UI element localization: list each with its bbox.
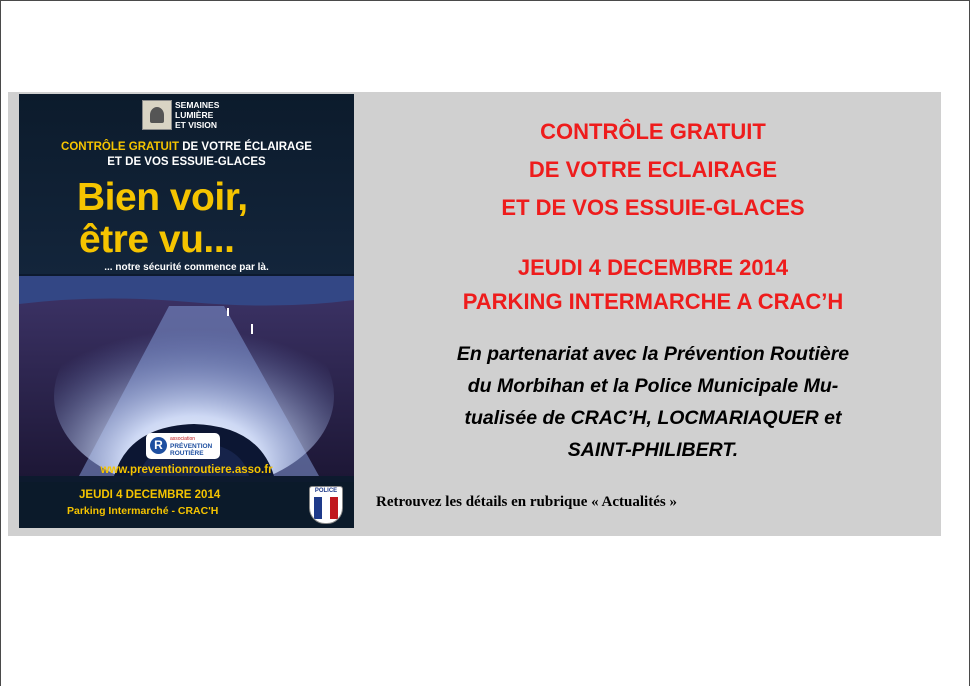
heading-line-3: ET DE VOS ESSUIE-GLACES [501, 195, 805, 220]
poster-website: www.preventionroutiere.asso.fr [100, 464, 273, 476]
logo-text [175, 100, 219, 130]
poster-header-line-1 [19, 141, 354, 153]
frame-left-border [0, 0, 1, 686]
event-poster [19, 94, 354, 528]
poster-place: Parking Intermarché - CRAC'H [67, 505, 219, 517]
partner-line-4: SAINT-PHILIBERT. [567, 439, 739, 461]
logo-line: LUMIÈRE [175, 110, 214, 120]
poster-tagline: ... notre sécurité commence par là. [104, 262, 269, 273]
badge-line-1: association [170, 436, 196, 442]
poster-date: JEUDI 4 DECEMBRE 2014 [79, 489, 221, 501]
police-label: POLICE [314, 488, 338, 494]
police-crest-icon [309, 486, 343, 524]
partner-line-2: du Morbihan et la Police Municipale Mu- [467, 375, 839, 397]
poster-headline-line-2: être vu... [79, 218, 235, 261]
poster-header-rest: DE VOTRE ÉCLAIRAGE [179, 141, 312, 153]
flag-blue-stripe [314, 497, 322, 519]
flag-red-stripe [330, 497, 338, 519]
partner-line-1: En partenariat avec la Prévention Routière [456, 343, 850, 365]
badge-line-2: PRÉVENTION [170, 443, 213, 450]
poster-header-line-2: ET DE VOS ESSUIE-GLACES [107, 156, 266, 168]
poster-footer [19, 482, 354, 528]
prevention-routiere-r-icon: R [150, 437, 167, 454]
logo-line: ET VISION [175, 120, 218, 130]
badge-line-3: ROUTIÈRE [170, 450, 204, 457]
logo-line: SEMAINES [175, 100, 220, 110]
prevention-routiere-logo [146, 433, 220, 459]
poster-header-highlight: CONTRÔLE GRATUIT [61, 141, 180, 153]
poster-headline-line-1: Bien voir, [77, 176, 248, 219]
lumiere-vision-logo-icon [142, 100, 172, 130]
event-banner [8, 92, 941, 536]
frame-top-border [0, 0, 970, 1]
heading-line-2: DE VOTRE ECLAIRAGE [528, 157, 778, 182]
partner-line-3: tualisée de CRAC’H, LOCMARIAQUER et [464, 407, 842, 429]
event-place: PARKING INTERMARCHE A CRAC’H [462, 289, 844, 314]
event-date: JEUDI 4 DECEMBRE 2014 [517, 255, 789, 280]
heading-line-1: CONTRÔLE GRATUIT [540, 119, 766, 144]
details-link-text: Retrouvez les détails en rubrique « Actualités » [376, 494, 677, 510]
